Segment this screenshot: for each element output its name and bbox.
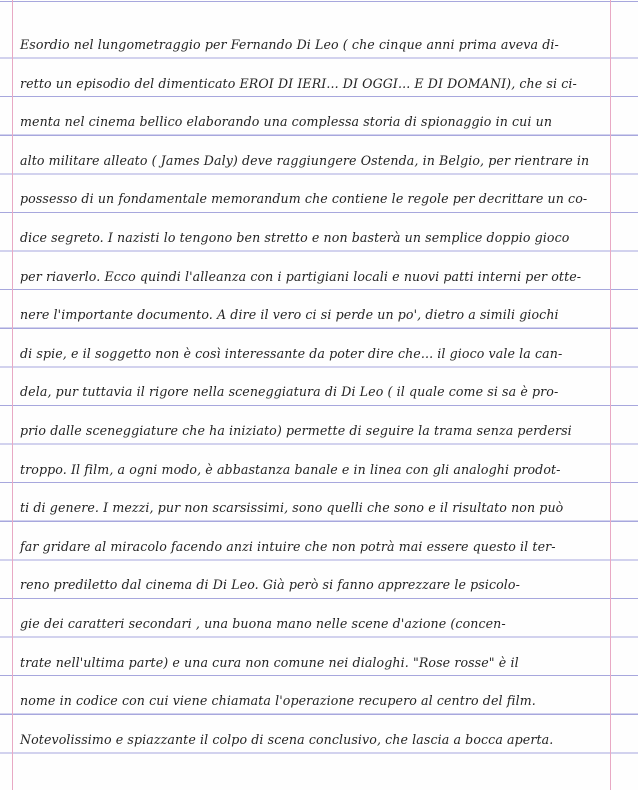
- text-line-10: dela, pur tuttavia il rigore nella sceneggiatura di Di Leo ( il quale come si sa è pro-: [20, 384, 559, 400]
- text-line-5: possesso di un fondamentale memorandum che contiene le regole per decrittare un co-: [20, 191, 588, 207]
- left-margin-line: [12, 0, 13, 790]
- handwritten-text-block: [20, 30, 612, 763]
- text-line-8: nere l'importante documento. A dire il vero ci si perde un po', dietro a simili giochi: [20, 307, 559, 323]
- text-line-6: dice segreto. I nazisti lo tengono ben stretto e non basterà un semplice doppio gioco: [20, 229, 570, 245]
- text-line-13: ti di genere. I mezzi, pur non scarsissimi, sono quelli che sono e il risultato non può: [20, 500, 564, 516]
- text-line-2: retto un episodio del dimenticato EROI DI IERI... DI OGGI... E DI DOMANI), che si ci-: [20, 75, 577, 91]
- text-line-17: trate nell'ultima parte) e una cura non comune nei dialoghi. "Rose rosse" è il: [20, 654, 519, 670]
- text-line-15: reno prediletto dal cinema di Di Leo. Già però si fanno apprezzare le psicolo-: [20, 577, 520, 593]
- text-line-18: nome in codice con cui viene chiamata l'operazione recupero al centro del film.: [20, 693, 536, 709]
- text-line-12: troppo. Il film, a ogni modo, è abbastanza banale e in linea con gli analoghi prodot-: [20, 461, 561, 477]
- text-line-7: per riaverlo. Ecco quindi l'alleanza con i partigiani locali e nuovi patti interni per otte-: [20, 268, 582, 284]
- text-line-16: gie dei caratteri secondari , una buona mano nelle scene d'azione (concen-: [20, 615, 506, 631]
- text-line-4: alto militare alleato ( James Daly) deve raggiungere Ostenda, in Belgio, per rientrare in: [20, 152, 590, 168]
- text-line-3: menta nel cinema bellico elaborando una complessa storia di spionaggio in cui un: [20, 114, 553, 130]
- text-line-14: far gridare al miracolo facendo anzi intuire che non potrà mai essere questo il ter-: [20, 538, 556, 554]
- text-line-1: Esordio nel lungometraggio per Fernando Di Leo ( che cinque anni prima aveva di-: [20, 37, 559, 52]
- text-line-9: di spie, e il soggetto non è così interessante da poter dire che... il gioco vale la can-: [20, 345, 563, 361]
- text-line-11: prio dalle sceneggiature che ha iniziato) permette di seguire la trama senza perdersi: [20, 422, 572, 438]
- text-line-19: Notevolissimo e spiazzante il colpo di scena conclusivo, che lascia a bocca aperta.: [20, 731, 554, 747]
